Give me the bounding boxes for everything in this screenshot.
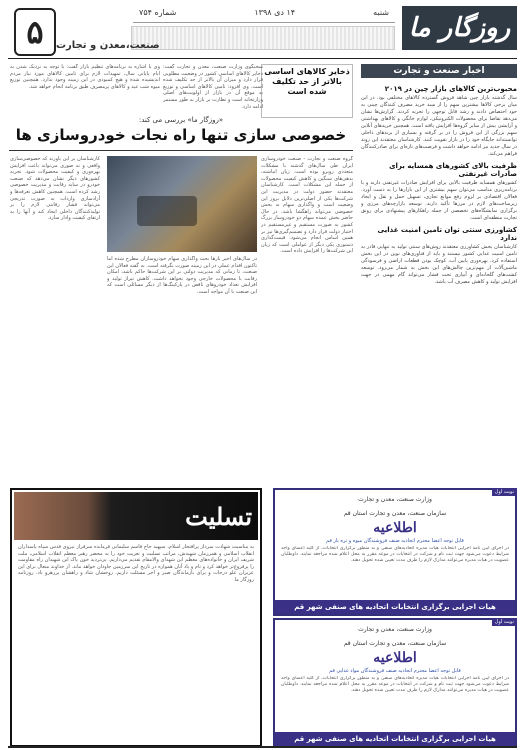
news-item (361, 85, 517, 158)
mid-article-title-box (261, 64, 353, 118)
notice-ministry: وزارت صنعت، معدن و تجارت (358, 626, 432, 633)
news-item-text: سال گذشته بازار چین شاهد فروش گسترده کالاهای مختلفی بود. در این میان برخی کالاها بیشترین سهم را از سبد خرید مصرف کنندگان چینی به خود اختصاص دادند و رشد قابل توجهی را تجربه کردند. گزارش‌ها نشان می‌دهد تقاضا برای محصولات الکترونیکی، لوازم خانگی و کالاهای بهداشتی و آرایشی بیش از سایر گروه‌ها افزایش یافته است. همچنین خریدهای آنلاین سهم بزرگی از این فروش را در بر گرفته و بسیاری از برندهای داخلی توانسته‌اند جایگاه خود را در بازار تقویت کنند. کارشناسان معتقدند این روند در سال جدید نیز ادامه خواهد داشت و فرصت‌های تازه‌ای برای صادرکنندگان فراهم می‌کند. (361, 95, 517, 157)
news-item-text: کشورهای همسایه ظرفیت بالایی برای افزایش صادرات غیرنفتی دارند و با برنامه‌ریزی مناسب می‌توان سهم بیشتری از این بازارها را به دست آورد. فعالان اقتصادی بر لزوم رفع موانع تجاری، تسهیل حمل و نقل و ایجاد زیرساخت‌های لازم در مرزها تأکید دارند. توسعه بازارچه‌های مرزی و برگزاری نمایشگاه‌های تخصصی از جمله راهکارهای پیشنهادی برای رونق تجارت منطقه‌ای است. (361, 180, 517, 221)
news-body (361, 81, 517, 479)
news-heading: اخبار صنعت و تجارت (361, 64, 517, 78)
main-article-column: در سال‌های اخیر بارها بحث واگذاری سهام خودروسازان مطرح شده اما تاکنون اقدام عملی در این زمینه صورت نگرفته است. به گفته فعالان این صنعت، تا زمانی که مدیریت دولتی بر این شرکت‌ها حاکم باشد، امکان رقابت با محصولات خارجی وجود نخواهد داشت. کاهش تیراژ تولید و افزایش تعداد خودروهای ناقص در پارکینگ‌ها از دیگر مسائلی است که این صنعت با آن مواجه است. (107, 256, 257, 295)
news-item (361, 162, 517, 222)
notice-text: در اجرای آیین نامه اجرایی انتخابات هیات مدیره اتحادیه‌های صنفی و به منظور برگزاری انتخابات، از کلیه اعضای واجد شرایط دعوت می‌شود جهت ثبت نام و شرکت در انتخابات در موعد مقرر به محل اعلام شده مراجعه نمایند. داوطلبان عضویت در هیات مدیره می‌توانند مدارک لازم را ظرف مدت تعیین شده تحویل دهند. (281, 676, 509, 693)
condolence-title: تسلیت (185, 502, 252, 531)
page-number: ۵ (14, 8, 56, 56)
news-item (361, 226, 517, 286)
notice-footer: هیات اجرایی برگزاری انتخابات اتحادیه های صنفی شهر قم (275, 600, 515, 614)
condolence-text: به مناسبت شهادت سردار پرافتخار اسلام، سپهبد حاج قاسم سلیمانی فرمانده سرفراز نیروی قدس سپاه پاسداران انقلاب اسلامی و همرزمان شهیدش، مراتب تسلیت و تعزیت خود را به محضر رهبر معظم انقلاب اسلامی، ملت شریف ایران و خانواده‌های معظم این شهدای والامقام تقدیم می‌داریم. بی‌تردید خون پاک این شهیدان راه مقاومت را پرفروغ‌تر خواهد کرد و نام و یاد آنان همواره در تاریخ این سرزمین جاودان خواهد ماند. از خداوند متعال برای این عزیزان علو درجات و برای بازماندگان صبر و اجر مسئلت داریم. روحشان شاد و راهشان پررهرو باد. روزنامه روزگار ما (18, 544, 254, 583)
election-notice (273, 618, 517, 748)
header-divider (8, 58, 517, 59)
news-item-title[interactable]: محبوب‌ترین کالاهای بازار چین در ۲۰۱۹ (384, 85, 517, 93)
day-label: شنبه (373, 8, 389, 17)
notice-ministry: وزارت صنعت، معدن و تجارت (358, 496, 432, 503)
condolence-notice (10, 488, 262, 747)
date-label: ۱۴ دی ۱۳۹۸ (254, 8, 296, 17)
mid-article-title[interactable]: ذخایر کالاهای اساسی بالاتر از حد تکلیف شده است (264, 67, 350, 96)
notice-organization: سازمان صنعت، معدن و تجارت استان قم (343, 510, 447, 517)
election-notice (273, 488, 517, 616)
notice-title: اطلاعیه (373, 520, 417, 536)
notice-badge: نوبت اول (492, 488, 517, 496)
news-item-text: کارشناسان بخش کشاورزی معتقدند روش‌های سنتی تولید به تنهایی قادر به تامین امنیت غذایی کشور نیستند و باید از فناوری‌های نوین در این بخش استفاده کرد. بهره‌وری پایین آب، کوچک بودن قطعات اراضی و فرسودگی ماشین‌آلات از مهم‌ترین چالش‌های این بخش به شمار می‌رود. توسعه کشت‌های گلخانه‌ای و آبیاری تحت فشار می‌تواند گام مهمی در جهت افزایش تولید و کاهش مصرف آب باشد. (361, 244, 517, 285)
notice-subject: قابل توجه اعضا محترم اتحادیه صنف فروشندگان میوه و تره بار قم (326, 538, 464, 544)
notice-footer: هیات اجرایی برگزاری انتخابات اتحادیه های صنفی شهر قم (275, 732, 515, 746)
factory-photo (107, 156, 257, 252)
notice-organization: سازمان صنعت، معدن و تجارت استان قم (343, 640, 447, 647)
section-title: صنعت،معدن و تجارت (56, 40, 160, 51)
notice-text: در اجرای آیین نامه اجرایی انتخابات هیات مدیره اتحادیه‌های صنفی و به منظور برگزاری انتخابات، از کلیه اعضای واجد شرایط دعوت می‌شود جهت ثبت نام و شرکت در انتخابات در موعد مقرر به محل اعلام شده مراجعه نمایند. داوطلبان عضویت در هیات مدیره می‌توانند مدارک لازم را ظرف مدت تعیین شده تحویل دهند. (281, 546, 509, 563)
main-article-title[interactable]: خصوصی سازی تنها راه نجات خودروسازی ها (15, 126, 347, 144)
mid-article-text: سخنگوی وزارت صنعت، معدن و تجارت گفت: ذخایر کالاهای اساسی کشور در وضعیت مطلوبی قرار دارد و میزان آن بالاتر از حد تکلیف شده است. وی افزود: تامین کالاهای اساسی و توزیع به موقع آن در بازار از اولویت‌های اصلی وزارتخانه است و نظارت بر بازار به طور مستمر ادامه دارد. (163, 64, 263, 110)
main-article-divider (9, 150, 353, 151)
news-column (361, 64, 517, 482)
news-item-title[interactable]: ظرفیت بالای کشورهای همسایه برای صادرات غیرنفتی (389, 162, 517, 178)
header-strip (131, 26, 395, 50)
date-bar (133, 8, 395, 23)
newspaper-logo: روزگار ما (402, 6, 517, 50)
main-article-column: گروه صنعت و تجارت - صنعت خودروسازی ایران طی سال‌های گذشته با مشکلات متعددی روبرو بوده است. زیان انباشته، بدهی‌های سنگین و کاهش کیفیت محصولات از جمله این مشکلات است. کارشناسان معتقدند حضور دولت در مدیریت این شرکت‌ها یکی از اصلی‌ترین دلایل بروز این وضعیت است و واگذاری سهام به بخش خصوصی می‌تواند راهگشا باشد. در حال حاضر بخش عمده سهام دو خودروساز بزرگ کشور به صورت مستقیم و غیرمستقیم در اختیار دولت قرار دارد و تصمیم‌گیری‌ها نیز بر همین اساس انجام می‌شود. قیمت‌گذاری دستوری یکی دیگر از عواملی است که زیان این شرکت‌ها را افزایش داده است. (261, 156, 353, 255)
page-header (0, 0, 525, 62)
main-article-column: کارشناسان بر این باورند که خصوصی‌سازی واقعی و نه صوری می‌تواند باعث افزایش بهره‌وری و کیفیت محصولات شود. تجربه کشورهای دیگر نشان می‌دهد که صنعت خودرو در سایه رقابت و مدیریت خصوصی رشد کرده است. همچنین کاهش تعرفه‌ها و آزادسازی واردات به صورت تدریجی می‌تواند فشار رقابتی لازم را بر تولیدکنندگان داخلی ایجاد کند و آنها را به ارتقای کیفیت وادار سازد. (10, 156, 100, 222)
notice-title: اطلاعیه (373, 650, 417, 666)
main-article-subtitle: «روزگار ما» بررسی می کند: (138, 116, 224, 124)
issue-label: شماره ۷۵۴ (139, 8, 177, 17)
news-item-title[interactable]: کشاورزی سنتی توان تامین امنیت غذایی ندارد (377, 226, 517, 242)
notice-subject: قابل توجه اعضا محترم اتحادیه صنف فروشندگان مواد غذایی قم (329, 668, 461, 674)
mid-article-text-continued: وی با اشاره به برنامه‌های تنظیم بازار گفت: با توجه به نزدیک شدن به ایام پایانی سال، تمهیدات لازم برای تامین کالاهای مورد نیاز مردم اندیشیده شده و هیچ کمبودی در این زمینه وجود ندارد. همچنین توزیع میوه شب عید و کالاهای پرمصرف طبق برنامه انجام خواهد شد. (10, 64, 160, 90)
footer-rule (8, 746, 517, 748)
notice-badge: نوبت اول (492, 618, 517, 626)
